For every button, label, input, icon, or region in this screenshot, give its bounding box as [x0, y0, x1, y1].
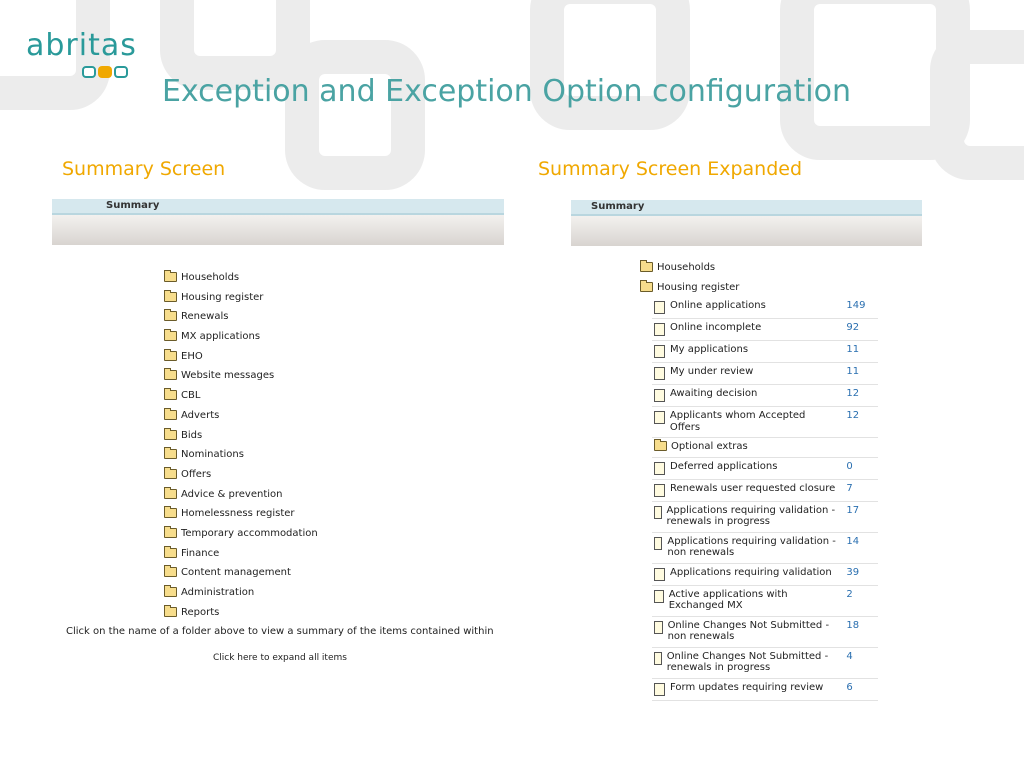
expanded-folder-tree	[640, 262, 739, 301]
housing-register-items-table	[652, 297, 878, 701]
table-row[interactable]	[652, 563, 878, 585]
folder-icon	[164, 292, 177, 302]
folder-item[interactable]	[164, 390, 318, 410]
item-name-cell	[652, 678, 838, 700]
item-label: Active applications with Exchanged MX	[668, 588, 788, 611]
folder-item[interactable]	[164, 292, 318, 312]
folder-label: Adverts	[181, 409, 220, 421]
summary-expanded-panel-band	[571, 216, 922, 246]
table-row[interactable]	[652, 438, 878, 458]
item-label: Deferred applications	[670, 460, 778, 472]
folder-label: Content management	[181, 567, 291, 579]
table-row[interactable]	[652, 385, 878, 407]
table-row[interactable]	[652, 501, 878, 532]
item-label: Applicants whom Accepted Offers	[669, 410, 806, 433]
folder-icon	[640, 262, 653, 272]
brand-dot	[98, 66, 112, 78]
table-row[interactable]	[652, 616, 878, 647]
item-name-cell	[652, 616, 838, 647]
item-name-cell	[652, 341, 838, 363]
folder-icon	[164, 469, 177, 479]
folder-icon	[164, 351, 177, 361]
item-label: My applications	[670, 344, 749, 355]
folder-label: Renewals	[181, 311, 229, 323]
item-name-cell	[652, 407, 838, 438]
item-label: Applications requiring validation	[670, 566, 832, 578]
document-icon	[654, 323, 665, 336]
item-label: Applications requiring validation - non renewals	[667, 535, 836, 558]
folder-item[interactable]	[164, 528, 318, 548]
document-icon	[654, 484, 665, 497]
folder-icon	[164, 272, 177, 282]
item-label: Renewals user requested closure	[670, 482, 836, 494]
folder-item[interactable]	[164, 311, 318, 331]
table-row[interactable]	[652, 341, 878, 363]
folder-icon	[164, 607, 177, 617]
item-count[interactable]: 7	[838, 479, 878, 501]
folder-label: Advice & prevention	[181, 488, 283, 500]
brand-logo	[26, 30, 137, 62]
folder-label: EHO	[181, 350, 203, 362]
folder-icon	[164, 548, 177, 558]
document-icon	[654, 301, 665, 314]
open-folder-icon	[640, 282, 653, 292]
document-icon	[654, 411, 665, 424]
folder-item[interactable]	[164, 587, 318, 607]
folder-label: Nominations	[181, 449, 244, 461]
item-count[interactable]: 18	[838, 616, 878, 647]
brand-dot	[82, 66, 96, 78]
item-count[interactable]: 12	[838, 407, 878, 438]
item-count[interactable]: 149	[838, 297, 878, 319]
folder-label: MX applications	[181, 331, 261, 343]
item-name-cell	[652, 585, 838, 616]
item-label: Online Changes Not Submitted - renewals in progress	[666, 650, 829, 673]
document-icon	[654, 389, 665, 402]
folder-icon	[164, 410, 177, 420]
tree-folder-label: Households	[657, 262, 716, 273]
table-row[interactable]	[652, 532, 878, 563]
item-label: Form updates requiring review	[670, 681, 824, 693]
item-count[interactable]: 6	[838, 678, 878, 700]
folder-label: Bids	[181, 429, 203, 441]
document-icon	[654, 683, 665, 696]
table-row[interactable]	[652, 407, 878, 438]
document-icon	[654, 590, 664, 603]
folder-item[interactable]	[164, 430, 318, 450]
item-label: My under review	[670, 366, 754, 377]
folder-icon	[164, 567, 177, 577]
folder-icon	[654, 441, 667, 451]
folder-label: Homelessness register	[181, 508, 295, 520]
item-label: Awaiting decision	[670, 388, 758, 399]
brand-dots-icon	[82, 66, 130, 80]
tree-folder-households[interactable]	[640, 262, 739, 282]
item-count[interactable]: 11	[838, 341, 878, 363]
item-count[interactable]: 17	[838, 501, 878, 532]
item-count[interactable]: 12	[838, 385, 878, 407]
folder-icon	[164, 587, 177, 597]
item-name-cell	[652, 563, 838, 585]
summary-panel-title: Summary	[106, 200, 160, 211]
folder-label: Housing register	[181, 291, 264, 303]
expand-all-link[interactable]: Click here to expand all items	[213, 653, 347, 663]
folder-hint-text: Click on the name of a folder above to view a summary of the items contained within	[66, 626, 494, 637]
document-icon	[654, 506, 662, 519]
folder-item[interactable]	[164, 548, 318, 568]
item-count[interactable]: 4	[838, 647, 878, 678]
folder-icon	[164, 528, 177, 538]
item-label: Optional extras	[671, 441, 748, 452]
folder-item[interactable]	[164, 449, 318, 469]
item-label: Online Changes Not Submitted - non renewals	[667, 619, 830, 642]
document-icon	[654, 537, 662, 550]
table-row[interactable]	[652, 297, 878, 319]
folder-label: Households	[181, 272, 240, 283]
summary-panel-header	[52, 199, 504, 215]
background-decoration	[930, 30, 1024, 180]
folder-list	[164, 272, 318, 626]
item-count[interactable]: 39	[838, 563, 878, 585]
table-row[interactable]	[652, 457, 878, 479]
document-icon	[654, 652, 662, 665]
item-name-cell	[652, 438, 838, 458]
document-icon	[654, 568, 665, 581]
section-title-summary: Summary Screen	[62, 158, 226, 180]
item-name-cell	[652, 457, 838, 479]
folder-icon	[164, 370, 177, 380]
item-name-cell	[652, 297, 838, 319]
folder-label: Website messages	[181, 370, 275, 382]
folder-item[interactable]	[164, 489, 318, 509]
folder-icon	[164, 390, 177, 400]
folder-label: Reports	[181, 606, 220, 618]
item-count[interactable]	[838, 438, 878, 458]
folder-item[interactable]	[164, 469, 318, 489]
table-row[interactable]	[652, 479, 878, 501]
item-label: Online incomplete	[670, 322, 762, 333]
folder-item[interactable]	[164, 567, 318, 587]
item-name-cell	[652, 532, 838, 563]
folder-icon	[164, 311, 177, 321]
folder-label: Temporary accommodation	[181, 527, 318, 539]
document-icon	[654, 462, 665, 475]
summary-panel-band	[52, 215, 504, 245]
background-decoration	[530, 0, 690, 130]
item-count[interactable]: 92	[838, 319, 878, 341]
item-label: Online applications	[670, 300, 766, 311]
page-title: Exception and Exception Option configuration	[162, 74, 851, 109]
brand-name: abritas	[26, 28, 137, 63]
document-icon	[654, 367, 665, 380]
folder-item[interactable]	[164, 410, 318, 430]
table-row[interactable]	[652, 319, 878, 341]
item-count[interactable]: 2	[838, 585, 878, 616]
item-name-cell	[652, 385, 838, 407]
item-count[interactable]: 0	[838, 457, 878, 479]
folder-item[interactable]	[164, 351, 318, 371]
item-name-cell	[652, 501, 838, 532]
summary-expanded-panel-header	[571, 200, 922, 216]
background-decoration	[285, 40, 425, 190]
item-label: Applications requiring validation - renewals in progress	[666, 504, 836, 527]
folder-icon	[164, 331, 177, 341]
brand-dot	[114, 66, 128, 78]
summary-expanded-panel-title: Summary	[591, 201, 645, 212]
item-name-cell	[652, 479, 838, 501]
item-name-cell	[652, 363, 838, 385]
item-name-cell	[652, 319, 838, 341]
folder-label: Offers	[181, 468, 212, 480]
folder-item[interactable]	[164, 331, 318, 351]
table-row[interactable]	[652, 363, 878, 385]
table-row[interactable]	[652, 585, 878, 616]
table-row[interactable]	[652, 647, 878, 678]
folder-label: Finance	[181, 547, 220, 559]
tree-folder-label: Housing register	[657, 281, 740, 293]
table-row[interactable]	[652, 678, 878, 700]
folder-icon	[164, 489, 177, 499]
folder-icon	[164, 430, 177, 440]
folder-icon	[164, 508, 177, 518]
document-icon	[654, 621, 663, 634]
folder-item[interactable]	[164, 370, 318, 390]
item-count[interactable]: 11	[838, 363, 878, 385]
folder-label: CBL	[181, 390, 201, 402]
folder-icon	[164, 449, 177, 459]
folder-item[interactable]	[164, 272, 318, 292]
folder-item[interactable]	[164, 508, 318, 528]
item-count[interactable]: 14	[838, 532, 878, 563]
item-name-cell	[652, 647, 838, 678]
folder-item[interactable]	[164, 607, 318, 627]
folder-label: Administration	[181, 587, 255, 598]
document-icon	[654, 345, 665, 358]
section-title-summary-expanded: Summary Screen Expanded	[538, 158, 803, 180]
